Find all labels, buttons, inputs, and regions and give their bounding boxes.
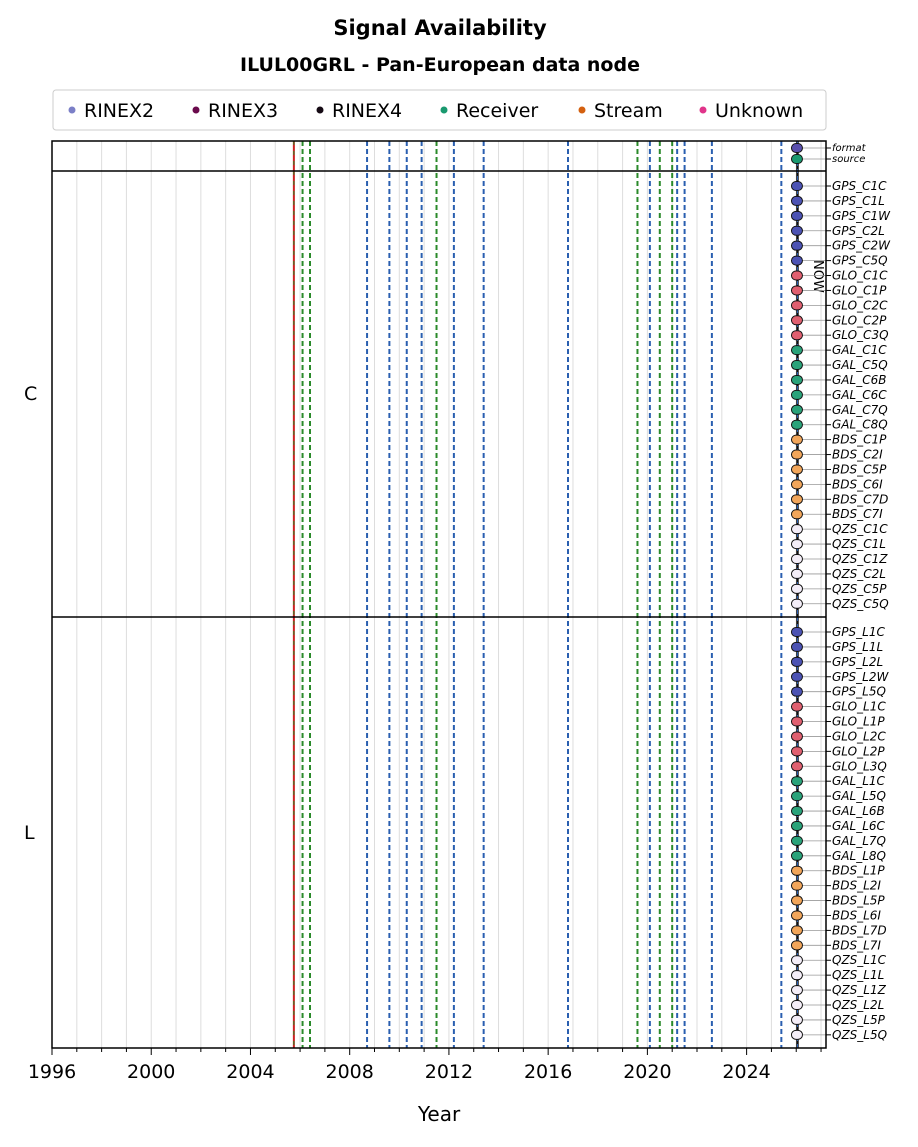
signal-marker [791,435,802,444]
legend-marker [317,107,324,114]
signal-marker [791,881,802,890]
signal-marker [791,702,802,711]
signal-marker [791,196,802,205]
x-tick-label: 2000 [127,1061,176,1083]
signal-marker [791,241,802,250]
signal-marker [791,642,802,651]
signal-row-label: GPS_C1C [832,179,887,193]
legend [53,90,826,130]
signal-marker [791,390,802,399]
signal-row-label: GPS_L2L [832,654,884,669]
x-tick-label: 2020 [623,1061,672,1083]
signal-marker [791,286,802,295]
legend-label: Unknown [715,100,804,122]
signal-row-label: GAL_L7Q [832,833,886,848]
signal-marker [791,732,802,741]
signal-marker [791,495,802,504]
signal-marker [791,271,802,280]
x-tick-label: 2008 [325,1061,374,1083]
signal-row-label: GPS_L1L [832,639,884,654]
signal-row-label: QZS_L2L [832,998,885,1012]
signal-row-label: GAL_C7Q [832,402,888,417]
legend-marker [441,107,448,114]
row-labels [24,143,891,1042]
signal-row-label: QZS_C2L [832,566,886,581]
signal-row-label: GLO_L2C [832,729,886,744]
signal-row-label: GLO_L1C [832,699,886,714]
signal-row-label: GLO_L1P [832,714,885,729]
signal-marker [791,747,802,756]
signal-marker [791,986,802,995]
signal-marker [791,420,802,429]
signal-marker [791,717,802,726]
legend-marker [700,107,707,114]
x-tick-label: 2012 [424,1061,474,1083]
signal-marker [791,316,802,325]
signal-row-label: GPS_C2W [832,238,891,253]
signal-row-label: GPS_C5Q [832,253,888,268]
signal-row-label: QZS_L5P [832,1012,885,1027]
signal-marker [791,971,802,980]
x-axis-ticks [28,1048,821,1126]
signal-row-label: QZS_C5Q [832,596,889,611]
signal-row-label: QZS_L1C [832,953,886,968]
signal-marker [791,672,802,681]
x-tick-label: 1996 [27,1061,77,1083]
signal-row-label: format [832,143,866,154]
signal-row-label: QZS_C1L [832,537,886,552]
signal-row-label: GAL_C6B [832,372,887,387]
signal-marker [791,807,802,816]
signal-marker [791,851,802,860]
signal-marker [791,657,802,666]
signal-marker [791,584,802,593]
signal-row-label: BDS_C5P [832,462,887,477]
signal-row-label: GAL_C5Q [832,358,888,373]
signal-marker [791,525,802,534]
x-tick-label: 2004 [226,1061,275,1083]
signal-row-label: GLO_C1P [832,283,887,298]
signal-marker [791,836,802,845]
signal-row-label: BDS_C2I [832,447,883,462]
signal-marker [791,896,802,905]
signal-marker [791,628,802,637]
legend-marker [193,107,200,114]
signal-row-label: QZS_L1Z [832,983,886,998]
signal-marker [791,792,802,801]
signal-marker [791,866,802,875]
signal-row-label: GPS_C2L [832,223,885,238]
chart-title: Signal Availability [333,16,547,40]
signal-marker [791,331,802,340]
signal-row-label: BDS_L7I [832,938,881,953]
signal-marker [791,465,802,474]
signal-marker [791,144,802,153]
legend-label: RINEX3 [208,100,279,122]
signal-row-label: GPS_C1W [832,208,891,223]
chart-subtitle: ILUL00GRL - Pan-European data node [240,54,640,76]
legend-label: Stream [594,100,663,122]
signal-marker [791,569,802,578]
signal-row-label: GAL_C1C [832,343,887,358]
signal-row-label: GAL_C8Q [832,417,888,432]
signal-row-label: GLO_C2C [832,298,888,313]
legend-label: RINEX4 [332,100,403,122]
signal-row-label: GAL_C6C [832,387,887,402]
x-axis-label: Year [417,1102,461,1126]
signal-marker [791,777,802,786]
signal-row-label: BDS_L5P [832,893,885,908]
signal-marker [791,405,802,414]
signal-row-label: QZS_C5P [832,581,887,596]
x-tick-label: 2016 [523,1061,573,1083]
signal-row-label: BDS_L2I [832,878,881,893]
signal-row-label: GLO_L3Q [832,759,887,774]
signal-marker [791,687,802,696]
signal-marker [791,211,802,220]
signal-row-label: GAL_L1C [832,774,885,789]
signal-row-label: GPS_L5Q [832,684,886,699]
signal-marker [791,256,802,265]
signal-row-label: BDS_L1P [832,863,885,878]
signal-row-label: BDS_C7D [832,492,889,507]
legend-marker [579,107,586,114]
signal-row-label: QZS_C1C [832,522,888,537]
signal-row-label: GLO_C3Q [832,328,889,343]
signal-marker [791,540,802,549]
signal-row-label: GLO_C2P [832,313,887,328]
signal-row-label: BDS_C7I [832,507,883,522]
signal-marker [791,762,802,771]
signal-row-label: GAL_L6B [832,804,885,819]
legend-frame [53,90,826,130]
signal-marker [791,956,802,965]
signal-marker [791,911,802,920]
signal-marker [791,375,802,384]
signal-marker [791,182,802,191]
legend-label: Receiver [456,100,539,122]
signal-row-label: GAL_L5Q [832,789,886,804]
signal-marker [791,941,802,950]
signal-marker [791,480,802,489]
signal-marker [791,361,802,370]
signal-row-label: GLO_C1C [832,268,888,283]
signal-row-label: BDS_C1P [832,432,887,447]
axes [52,141,831,1048]
signal-row-label: BDS_C6I [832,477,883,492]
signal-marker [791,1015,802,1024]
signal-marker [791,1001,802,1010]
x-tick-label: 2024 [722,1061,771,1083]
signal-row-label: GPS_C1L [832,193,885,208]
signal-row-label: BDS_L7D [832,923,887,938]
signal-row-label: GPS_L1C [832,625,885,639]
signal-marker [791,599,802,608]
signal-marker [791,301,802,310]
signal-marker [791,346,802,355]
legend-marker [69,107,76,114]
panel-label: L [24,822,35,844]
signal-row-label: source [832,154,866,165]
signal-marker [791,821,802,830]
signal-marker [791,555,802,564]
signal-row-label: GAL_L6C [832,818,885,833]
signal-row-label: QZS_L5Q [832,1027,888,1042]
signal-row-label: GAL_L8Q [832,848,886,863]
signal-marker [791,450,802,459]
signal-row-label: BDS_L6I [832,908,881,923]
signal-row-label: GLO_L2P [832,744,885,759]
signal-row-label: GPS_L2W [832,669,889,684]
plot-frame [52,141,826,1048]
signal-marker [791,226,802,235]
signal-marker [791,155,802,164]
signal-marker [791,926,802,935]
panel-label: C [24,383,38,405]
signal-marker [791,1030,802,1039]
signal-marker [791,510,802,519]
signal-row-label: QZS_L1L [832,968,885,983]
signal-row-label: QZS_C1Z [832,552,888,566]
legend-label: RINEX2 [84,100,155,122]
now-label: NOW [810,260,825,293]
event-lines [294,141,825,1048]
